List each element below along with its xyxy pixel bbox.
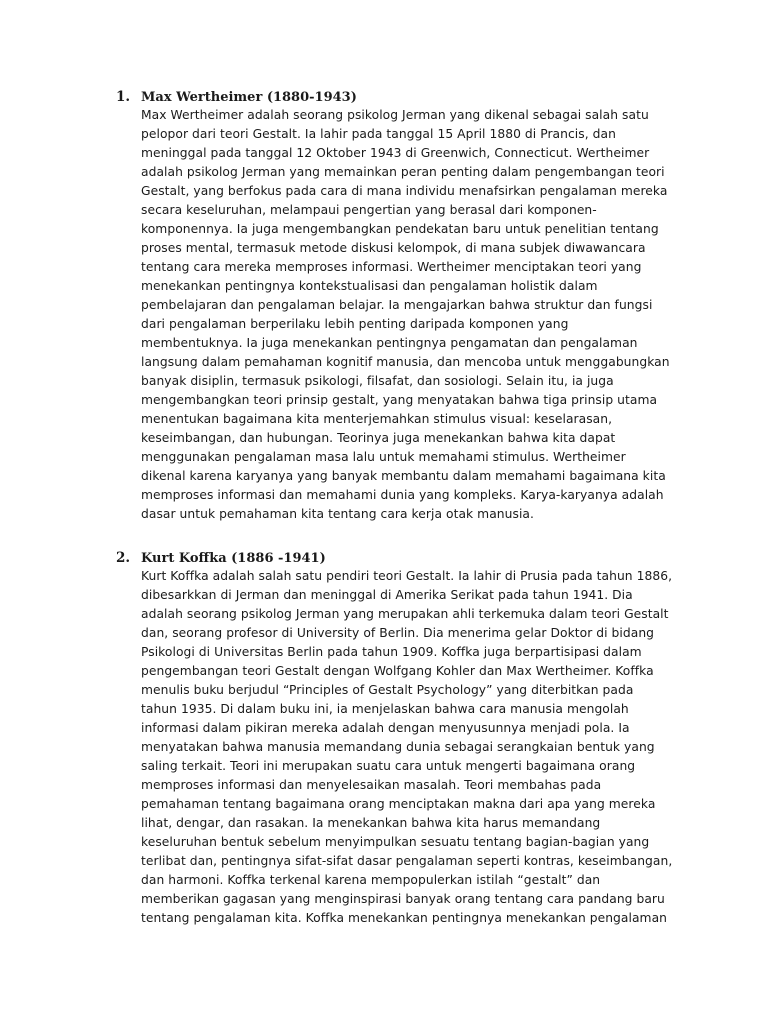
body-line: informasi dalam pikiran mereka adalah dengan menyusunnya menjadi pola. Ia xyxy=(141,721,630,735)
body-line: menentukan bagaimana kita menterjemahkan stimulus visual: keselarasan, xyxy=(141,412,613,426)
body-line: keseimbangan, dan hubungan. Teorinya juga menekankan bahwa kita dapat xyxy=(141,431,616,445)
body-line: adalah psikolog Jerman yang memainkan peran penting dalam pengembangan teori xyxy=(141,165,665,179)
body-line: menekankan pentingnya kontekstualisasi dan pengalaman holistik dalam xyxy=(141,279,598,293)
body-line: dari pengalaman berperilaku lebih penting daripada komponen yang xyxy=(141,317,569,331)
body-line: saling terkait. Teori ini merupakan suatu cara untuk mengerti bagaimana orang xyxy=(141,759,636,773)
section-heading: Max Wertheimer (1880-1943) xyxy=(141,90,357,105)
body-line: langsung dalam pemahaman kognitif manusia, dan mencoba untuk menggabungkan xyxy=(141,355,670,369)
body-line: pembelajaran dan pengalaman belajar. Ia mengajarkan bahwa struktur dan fungsi xyxy=(141,298,653,312)
body-line: proses mental, termasuk metode diskusi kelompok, di mana subjek diwawancara xyxy=(141,241,646,255)
body-line: dan, seorang profesor di University of Berlin. Dia menerima gelar Doktor di bidang xyxy=(141,626,655,640)
body-line: pelopor dari teori Gestalt. Ia lahir pada tanggal 15 April 1880 di Prancis, dan xyxy=(141,127,616,141)
body-line: menyatakan bahwa manusia memandang dunia sebagai serangkaian bentuk yang xyxy=(141,740,655,754)
body-line: dan harmoni. Koffka terkenal karena mempopulerkan istilah “gestalt” dan xyxy=(141,873,601,887)
list-number: 1. xyxy=(116,89,131,105)
body-line: memberikan gagasan yang menginspirasi banyak orang tentang cara pandang baru xyxy=(141,892,665,906)
body-line: secara keseluruhan, melampaui pengertian yang berasal dari komponen- xyxy=(141,203,597,217)
section-body xyxy=(141,106,681,524)
body-line: tentang pengalaman kita. Koffka menekankan pentingnya menekankan pengalaman xyxy=(141,911,668,925)
body-line: komponennya. Ia juga mengembangkan pendekatan baru untuk penelitian tentang xyxy=(141,222,659,236)
body-line: tahun 1935. Di dalam buku ini, ia menjelaskan bahwa cara manusia mengolah xyxy=(141,702,629,716)
body-line: Max Wertheimer adalah seorang psikolog Jerman yang dikenal sebagai salah satu xyxy=(141,108,649,122)
body-line: dasar untuk pemahaman kita tentang cara kerja otak manusia. xyxy=(141,507,534,521)
body-line: keseluruhan bentuk sebelum menyimpulkan sesuatu tentang bagian-bagian yang xyxy=(141,835,650,849)
body-line: lihat, dengar, dan rasakan. Ia menekankan bahwa kita harus memandang xyxy=(141,816,601,830)
body-line: dibesarkkan di Jerman dan meninggal di Amerika Serikat pada tahun 1941. Dia xyxy=(141,588,633,602)
section-heading: Kurt Koffka (1886 -1941) xyxy=(141,551,326,566)
body-line: membentuknya. Ia juga menekankan pentingnya pengamatan dan pengalaman xyxy=(141,336,638,350)
body-line: tentang cara mereka memproses informasi. Wertheimer menciptakan teori yang xyxy=(141,260,642,274)
list-number: 2. xyxy=(116,550,131,566)
body-line: adalah seorang psikolog Jerman yang merupakan ahli terkemuka dalam teori Gestalt xyxy=(141,607,669,621)
body-line: Kurt Koffka adalah salah satu pendiri teori Gestalt. Ia lahir di Prusia pada tahun 1886, xyxy=(141,569,673,583)
body-line: meninggal pada tanggal 12 Oktober 1943 di Greenwich, Connecticut. Wertheimer xyxy=(141,146,650,160)
body-line: pengembangan teori Gestalt dengan Wolfgang Kohler dan Max Wertheimer. Koffka xyxy=(141,664,654,678)
body-line: memproses informasi dan menyelesaikan masalah. Teori membahas pada xyxy=(141,778,602,792)
body-line: dikenal karena karyanya yang banyak membantu dalam memahami bagaimana kita xyxy=(141,469,666,483)
body-line: menggunakan pengalaman masa lalu untuk memahami stimulus. Wertheimer xyxy=(141,450,626,464)
body-line: pemahaman tentang bagaimana orang menciptakan makna dari apa yang mereka xyxy=(141,797,656,811)
body-line: mengembangkan teori prinsip gestalt, yang menyatakan bahwa tiga prinsip utama xyxy=(141,393,658,407)
body-line: banyak disiplin, termasuk psikologi, filsafat, dan sosiologi. Selain itu, ia juga xyxy=(141,374,614,388)
body-line: Gestalt, yang berfokus pada cara di mana individu menafsirkan pengalaman mereka xyxy=(141,184,668,198)
body-line: terlibat dan, pentingnya sifat-sifat dasar pengalaman seperti kontras, keseimbangan, xyxy=(141,854,673,868)
body-line: menulis buku berjudul “Principles of Gestalt Psychology” yang diterbitkan pada xyxy=(141,683,634,697)
body-line: memproses informasi dan memahami dunia yang kompleks. Karya-karyanya adalah xyxy=(141,488,664,502)
body-line: Psikologi di Universitas Berlin pada tahun 1909. Koffka juga berpartisipasi dalam xyxy=(141,645,642,659)
section-body xyxy=(141,567,681,928)
